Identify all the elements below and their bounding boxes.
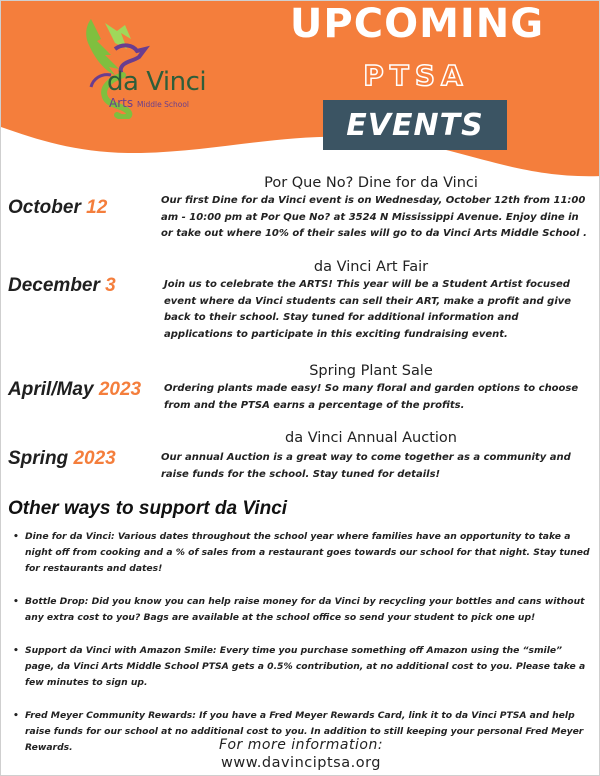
event-date	[8, 275, 116, 297]
logo-school-name: da Vinci	[107, 67, 207, 97]
logo-subtitle	[109, 96, 189, 110]
event-description: Join us to celebrate the ARTS! This year will be a Student Artist focused event where da Vinci students can sell their ART, make a profit and give back to their school. Stay tuned for additional information and applications to participate in this exciting fundraising event.	[164, 279, 572, 340]
event-date	[8, 197, 107, 219]
footer-website-link[interactable]: www.davinciptsa.org	[221, 755, 381, 771]
event-date-accent: 12	[86, 197, 108, 218]
event-title: Por Que No? Dine for da Vinci	[264, 175, 478, 191]
event-date-accent: 2023	[98, 379, 142, 400]
title-events-box	[323, 100, 507, 150]
logo-arts: Arts	[109, 96, 134, 110]
event-description: Our first Dine for da Vinci event is on Wednesday, October 12th from 11:00 am - 10:00 pm at Por Que No? at 3524 N Mississippi Avenue. Enjoy dine in or take out where 10% of their sales will go to da Vinci Arts Middle School .	[161, 195, 587, 239]
event-date-main: Spring	[8, 448, 69, 469]
footer-info-label: For more information:	[218, 737, 384, 753]
event-title: da Vinci Annual Auction	[285, 430, 457, 446]
title-events: EVENTS	[346, 107, 484, 143]
event-title: Spring Plant Sale	[309, 363, 433, 379]
event-date-main: October	[8, 197, 81, 218]
list-item: • Support da Vinci with Amazon Smile: Every time you purchase something off Amazon using the “smile” page, da Vinci Arts Middle School PTSA gets a 0.5% contribution, at no additional cost to you. Please take a few minutes to sign up.	[13, 643, 591, 691]
title-ptsa: PTSA	[363, 59, 469, 92]
event-date	[8, 379, 141, 401]
logo-middle-school: Middle School	[136, 100, 189, 109]
event-title: da Vinci Art Fair	[313, 259, 429, 275]
other-ways-heading: Other ways to support da Vinci	[8, 498, 288, 519]
event-date-accent: 3	[105, 275, 116, 296]
list-item: • Bottle Drop: Did you know you can help raise money for da Vinci by recycling your bottles and cans without any extra cost to you? Bags are available at the school office so send your student to pick one up!	[13, 594, 591, 626]
event-date-accent: 2023	[73, 448, 116, 469]
title-upcoming: UPCOMING	[289, 1, 545, 47]
list-item: • Dine for da Vinci: Various dates throughout the school year where families have an opportunity to take a night off from cooking and a % of sales from a restaurant goes towards our school for that night. Stay tuned for restaurants and dates!	[13, 529, 591, 577]
event-date	[8, 448, 116, 470]
event-date-main: April/May	[8, 379, 94, 400]
event-date-main: December	[8, 275, 100, 296]
list-item: • Fred Meyer Community Rewards: If you have a Fred Meyer Rewards Card, link it to da Vinci PTSA and help raise funds for our school at no additional cost to you. In addition to still keeping your personal Fred Meyer Rewards.	[13, 708, 591, 756]
event-description: Ordering plants made easy! So many floral and garden options to choose from and the PTSA earns a percentage of the profits.	[164, 383, 579, 411]
event-description: Our annual Auction is a great way to come together as a community and raise funds for the school. Stay tuned for details!	[161, 452, 571, 480]
